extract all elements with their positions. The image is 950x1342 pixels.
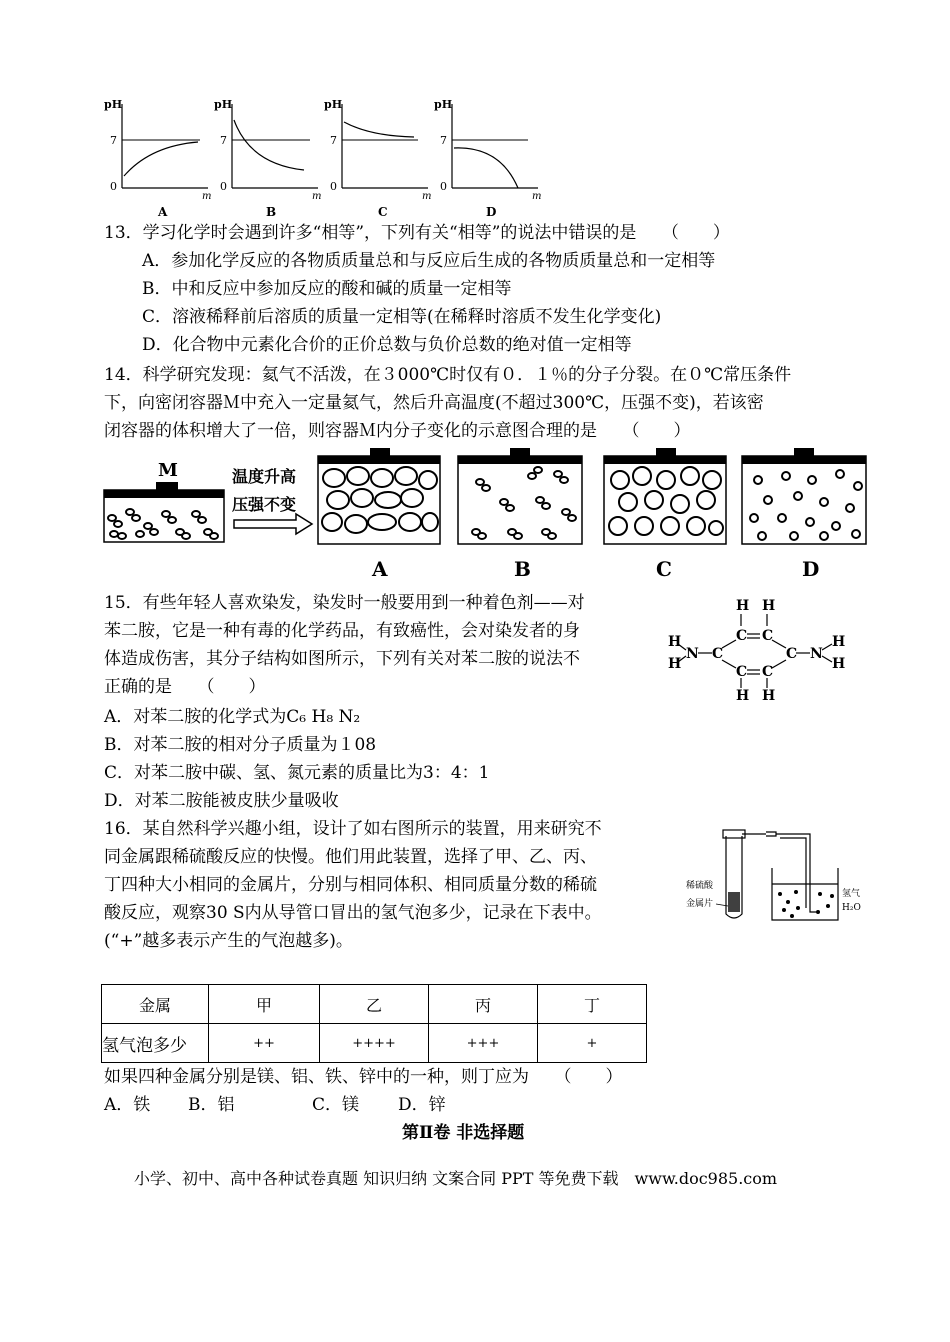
q15-line-4: 正确的是 （ ） <box>104 677 266 697</box>
option-label-c: C <box>656 557 672 581</box>
atom-h: H <box>736 598 750 614</box>
tick-7: 7 <box>110 134 117 147</box>
ph-graph-b <box>214 98 321 219</box>
table-cell: ++++ <box>320 1024 429 1063</box>
atom-h: H <box>736 688 750 704</box>
m-axis-label: m <box>532 191 542 202</box>
table-cell: ++ <box>209 1024 320 1063</box>
container-m-label: M <box>158 460 178 481</box>
section-title: 第Ⅱ卷 非选择题 <box>402 1123 525 1143</box>
container-option-d <box>742 448 866 581</box>
footer-text: 小学、初中、高中各种试卷真题 知识归纳 文案合同 PPT 等免费下载 www.doc985.com <box>134 1169 778 1188</box>
origin-label: 0 <box>440 180 447 193</box>
ph-graphs <box>100 96 542 220</box>
atom-c: C <box>736 664 748 680</box>
m-axis-label: m <box>202 191 212 202</box>
q13-option-b: B．中和反应中参加反应的酸和碱的质量一定相等 <box>142 279 512 299</box>
q16-line-1: 16．某自然科学兴趣小组，设计了如右图所示的装置，用来研究不 <box>104 819 602 839</box>
atom-n: N <box>810 646 823 662</box>
tick-7: 7 <box>440 134 447 147</box>
graph-label-b: B <box>266 205 277 219</box>
atom-h: H <box>762 598 776 614</box>
atom-h: H <box>668 634 682 650</box>
p-phenylenediamine-structure <box>662 596 872 706</box>
option-label-a: A <box>372 557 388 581</box>
m-axis-label: m <box>312 191 322 202</box>
table-header-metal: 金属 <box>102 985 209 1024</box>
q13-stem: 13．学习化学时会遇到许多“相等”，下列有关“相等”的说法中错误的是 （ ） <box>104 223 730 243</box>
ph-axis-label: pH <box>104 98 123 111</box>
container-option-b <box>458 448 582 581</box>
container-m <box>104 460 224 542</box>
arrow-bottom-label: 压强不变 <box>232 495 297 514</box>
q14-line-2: 下，向密闭容器Ｍ中充入一定量氦气，然后升高温度(不超过300℃，压强不变)，若该密 <box>104 393 764 413</box>
origin-label: 0 <box>220 180 227 193</box>
atom-h: H <box>668 656 682 672</box>
q16-line-4: 酸反应，观察30 S内从导管口冒出的氢气泡多少，记录在下表中。 <box>104 903 602 923</box>
ph-graph-c <box>324 98 431 219</box>
q16-option-a: A．铁 <box>104 1095 151 1115</box>
q14-line-3: 闭容器的体积增大了一倍，则容器Ｍ内分子变化的示意图合理的是 （ ） <box>104 421 691 441</box>
table-row <box>102 1024 647 1063</box>
atom-c: C <box>762 628 774 644</box>
molecule-container-diagram <box>100 452 870 582</box>
atom-c: C <box>712 646 724 662</box>
atom-n: N <box>686 646 699 662</box>
gas-label: 氢气 <box>842 889 861 899</box>
q16-question: 如果四种金属分别是镁、铝、铁、锌中的一种，则丁应为 （ ） <box>104 1067 623 1087</box>
option-label-d: D <box>802 557 820 581</box>
gas-apparatus-diagram <box>680 822 870 932</box>
ph-axis-label: pH <box>214 98 233 111</box>
q16-option-d: D．锌 <box>398 1095 446 1115</box>
atom-h: H <box>832 656 846 672</box>
atom-c: C <box>762 664 774 680</box>
q15-option-b: B．对苯二胺的相对分子质量为１08 <box>104 735 377 755</box>
tick-7: 7 <box>220 134 227 147</box>
table-header-bing: 丙 <box>429 985 538 1024</box>
table-header-ding: 丁 <box>538 985 647 1024</box>
process-arrow <box>232 467 312 534</box>
ph-axis-label: pH <box>434 98 453 111</box>
q15-line-1: 15．有些年轻人喜欢染发，染发时一般要用到一种着色剂——对 <box>104 593 585 613</box>
q13-option-a: A．参加化学反应的各物质质量总和与反应后生成的各物质质量总和一定相等 <box>142 251 716 271</box>
graph-label-d: D <box>486 205 497 219</box>
m-axis-label: m <box>422 191 432 202</box>
q16-option-c: C．镁 <box>312 1095 360 1115</box>
ph-graph-a <box>104 98 211 219</box>
metal-label: 金属片 <box>686 899 714 909</box>
option-label-b: B <box>514 557 531 581</box>
q15-option-a: A．对苯二胺的化学式为C₆ H₈ N₂ <box>104 707 361 727</box>
atom-h: H <box>762 688 776 704</box>
water-label: H₂O <box>842 903 861 913</box>
table-header-jia: 甲 <box>209 985 320 1024</box>
atom-c: C <box>736 628 748 644</box>
q15-option-c: C．对苯二胺中碳、氢、氮元素的质量比为3：4：1 <box>104 763 490 783</box>
q13-option-d: D．化合物中元素化合价的正价总数与负价总数的绝对值一定相等 <box>142 335 632 355</box>
q15-option-d: D．对苯二胺能被皮肤少量吸收 <box>104 791 339 811</box>
ph-axis-label: pH <box>324 98 343 111</box>
table-row-label: 氢气泡多少 <box>102 1024 209 1063</box>
tick-7: 7 <box>330 134 337 147</box>
graph-label-c: C <box>378 205 388 219</box>
container-option-c <box>604 448 726 581</box>
q15-line-3: 体造成伤害，其分子结构如图所示，下列有关对苯二胺的说法不 <box>104 649 580 669</box>
q13-option-c: C．溶液稀释前后溶质的质量一定相等(在稀释时溶质不发生化学变化) <box>142 307 662 327</box>
q16-line-3: 丁四种大小相同的金属片，分别与相同体积、相同质量分数的稀硫 <box>104 875 597 895</box>
table-row <box>102 985 647 1024</box>
arrow-top-label: 温度升高 <box>232 467 297 486</box>
container-option-a <box>318 448 440 581</box>
q16-line-5: (“+”越多表示产生的气泡越多)。 <box>104 931 353 951</box>
q15-line-2: 苯二胺，它是一种有毒的化学药品，有致癌性，会对染发者的身 <box>104 621 580 641</box>
q16-line-2: 同金属跟稀硫酸反应的快慢。他们用此装置，选择了甲、乙、丙、 <box>104 847 597 867</box>
acid-label: 稀硫酸 <box>686 881 714 891</box>
atom-c: C <box>786 646 798 662</box>
atom-h: H <box>832 634 846 650</box>
table-header-yi: 乙 <box>320 985 429 1024</box>
ph-graph-d <box>434 98 541 219</box>
metal-bubble-table <box>101 984 647 1063</box>
graph-label-a: A <box>158 205 168 219</box>
q16-option-b: B．铝 <box>188 1095 235 1115</box>
origin-label: 0 <box>330 180 337 193</box>
table-cell: +++ <box>429 1024 538 1063</box>
origin-label: 0 <box>110 180 117 193</box>
q14-line-1: 14．科学研究发现：氦气不活泼，在３000℃时仅有０．１％的分子分裂。在０℃常压条件 <box>104 365 792 385</box>
table-cell: + <box>538 1024 647 1063</box>
